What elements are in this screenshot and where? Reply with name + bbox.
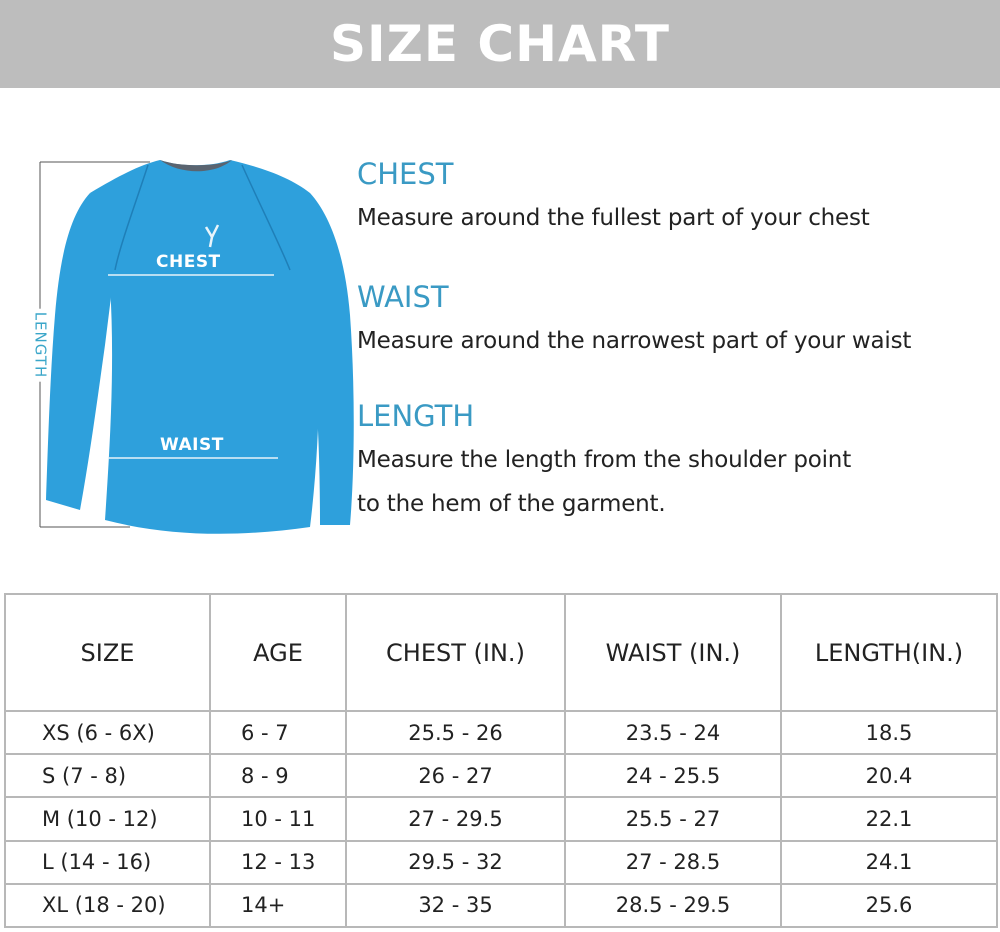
cell-waist: 28.5 - 29.5 <box>565 884 781 927</box>
waist-heading: WAIST <box>357 280 449 314</box>
header-size: SIZE <box>5 594 210 711</box>
cell-size: L (14 - 16) <box>5 841 210 884</box>
table-row <box>5 754 997 797</box>
shirt-chest-label: CHEST <box>156 252 221 272</box>
cell-waist: 24 - 25.5 <box>565 754 781 797</box>
waist-text: Measure around the narrowest part of your waist <box>357 327 912 354</box>
cell-length: 18.5 <box>781 711 997 754</box>
cell-age: 14+ <box>210 884 346 927</box>
table-row <box>5 711 997 754</box>
banner <box>0 0 1000 88</box>
cell-age: 6 - 7 <box>210 711 346 754</box>
shirt-svg <box>20 145 365 540</box>
header-length: LENGTH(IN.) <box>781 594 997 711</box>
cell-chest: 27 - 29.5 <box>346 797 565 840</box>
cell-length: 20.4 <box>781 754 997 797</box>
cell-size: M (10 - 12) <box>5 797 210 840</box>
size-table <box>4 593 998 928</box>
table-row <box>5 884 997 927</box>
header-age: AGE <box>210 594 346 711</box>
table-header-row <box>5 594 997 711</box>
header-waist: WAIST (IN.) <box>565 594 781 711</box>
cell-chest: 29.5 - 32 <box>346 841 565 884</box>
cell-chest: 25.5 - 26 <box>346 711 565 754</box>
cell-waist: 25.5 - 27 <box>565 797 781 840</box>
shirt-waist-label: WAIST <box>160 435 224 455</box>
cell-chest: 32 - 35 <box>346 884 565 927</box>
cell-length: 22.1 <box>781 797 997 840</box>
header-chest: CHEST (IN.) <box>346 594 565 711</box>
cell-size: XS (6 - 6X) <box>5 711 210 754</box>
chest-description <box>357 157 997 240</box>
cell-length: 25.6 <box>781 884 997 927</box>
cell-size: S (7 - 8) <box>5 754 210 797</box>
cell-age: 8 - 9 <box>210 754 346 797</box>
shirt-body <box>90 160 320 534</box>
cell-waist: 27 - 28.5 <box>565 841 781 884</box>
waist-description <box>357 280 997 363</box>
length-text-line-2: to the hem of the garment. <box>357 490 666 517</box>
cell-chest: 26 - 27 <box>346 754 565 797</box>
cell-waist: 23.5 - 24 <box>565 711 781 754</box>
cell-age: 10 - 11 <box>210 797 346 840</box>
banner-title: SIZE CHART <box>329 15 671 73</box>
chest-text: Measure around the fullest part of your chest <box>357 204 870 231</box>
cell-length: 24.1 <box>781 841 997 884</box>
cell-size: XL (18 - 20) <box>5 884 210 927</box>
table-row <box>5 841 997 884</box>
chest-heading: CHEST <box>357 157 454 191</box>
length-text-line-1: Measure the length from the shoulder point <box>357 446 852 473</box>
length-heading: LENGTH <box>357 399 475 433</box>
length-description <box>357 399 997 526</box>
length-label: LENGTH <box>23 300 57 390</box>
table-row <box>5 797 997 840</box>
cell-age: 12 - 13 <box>210 841 346 884</box>
shirt-illustration <box>20 145 365 540</box>
